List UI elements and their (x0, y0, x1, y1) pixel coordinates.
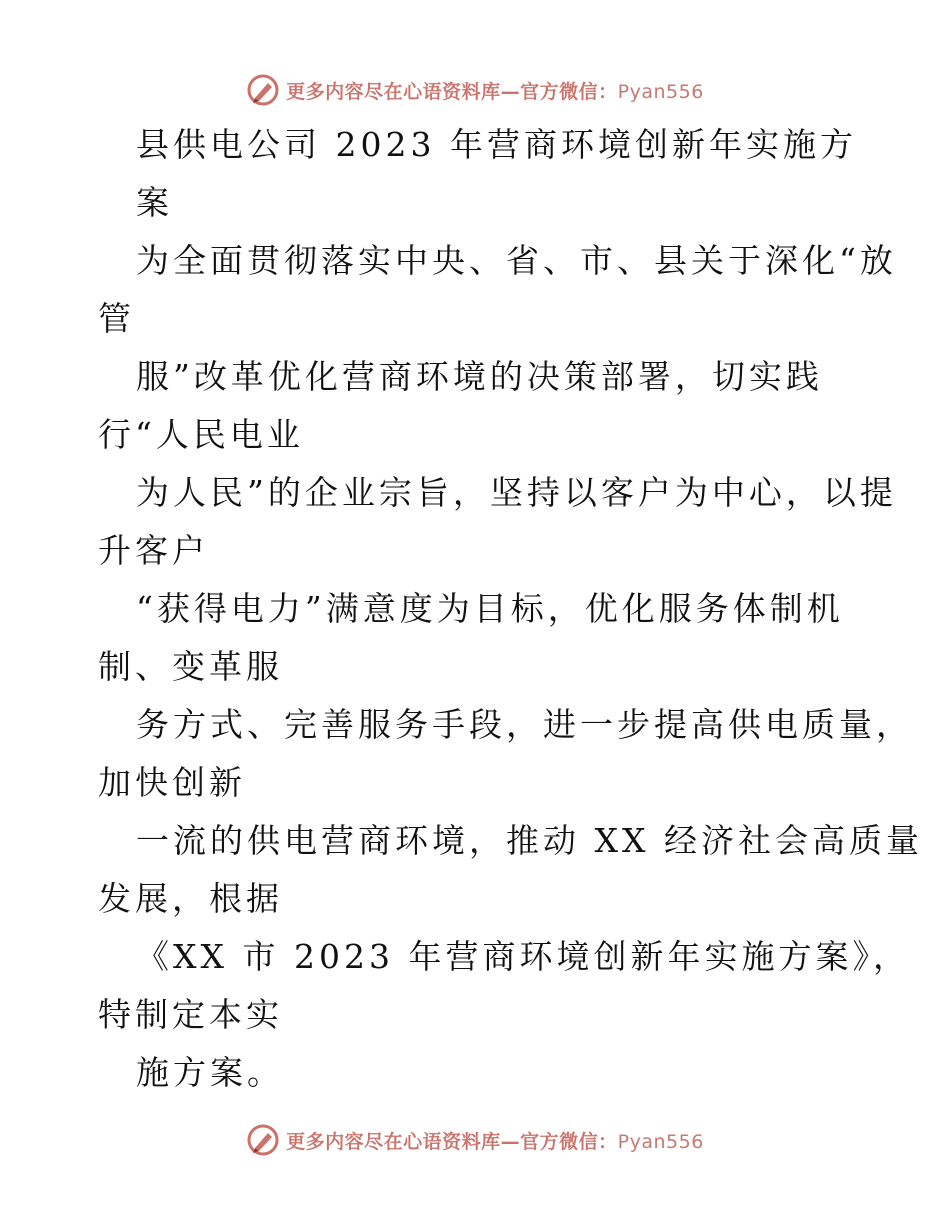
watermark-brand: 更多内容尽在心语资料库—官方微信： (286, 80, 618, 103)
text-line: 发展，根据 (98, 879, 283, 918)
text-line: 管 (98, 299, 135, 338)
text-line: 施方案。 (136, 1053, 284, 1092)
watermark-text (286, 1127, 704, 1154)
text-line: 服”改革优化营商环境的决策部署，切实践 (136, 357, 823, 396)
text-line: 升客户 (98, 531, 209, 570)
watermark-brand: 更多内容尽在心语资料库—官方微信： (286, 1130, 618, 1153)
pen-logo-icon (246, 73, 280, 107)
text-line: 一流的供电营商环境，推动 XX 经济社会高质量 (136, 821, 923, 860)
watermark-handle: Pyan556 (617, 80, 704, 103)
text-line: “获得电力”满意度为目标，优化服务体制机 (136, 589, 844, 628)
text-line: 行“人民电业 (98, 415, 304, 454)
text-line: 加快创新 (98, 763, 246, 802)
watermark-handle: Pyan556 (617, 1130, 704, 1153)
text-line: 制、变革服 (98, 647, 283, 686)
text-line: 务方式、完善服务手段，进一步提高供电质量， (136, 705, 913, 744)
header-watermark (0, 70, 950, 110)
text-line: 为全面贯彻落实中央、省、市、县关于深化“放 (136, 241, 897, 280)
text-line: 县供电公司 2023 年营商环境创新年实施方 (136, 125, 857, 164)
pen-logo-icon (246, 1123, 280, 1157)
text-line: 《XX 市 2023 年营商环境创新年实施方案》， (136, 937, 910, 976)
text-line: 特制定本实 (98, 995, 283, 1034)
watermark-text (286, 77, 704, 104)
footer-watermark (0, 1120, 950, 1160)
text-line: 案 (136, 183, 173, 222)
text-line: 为人民”的企业宗旨，坚持以客户为中心，以提 (136, 473, 897, 512)
